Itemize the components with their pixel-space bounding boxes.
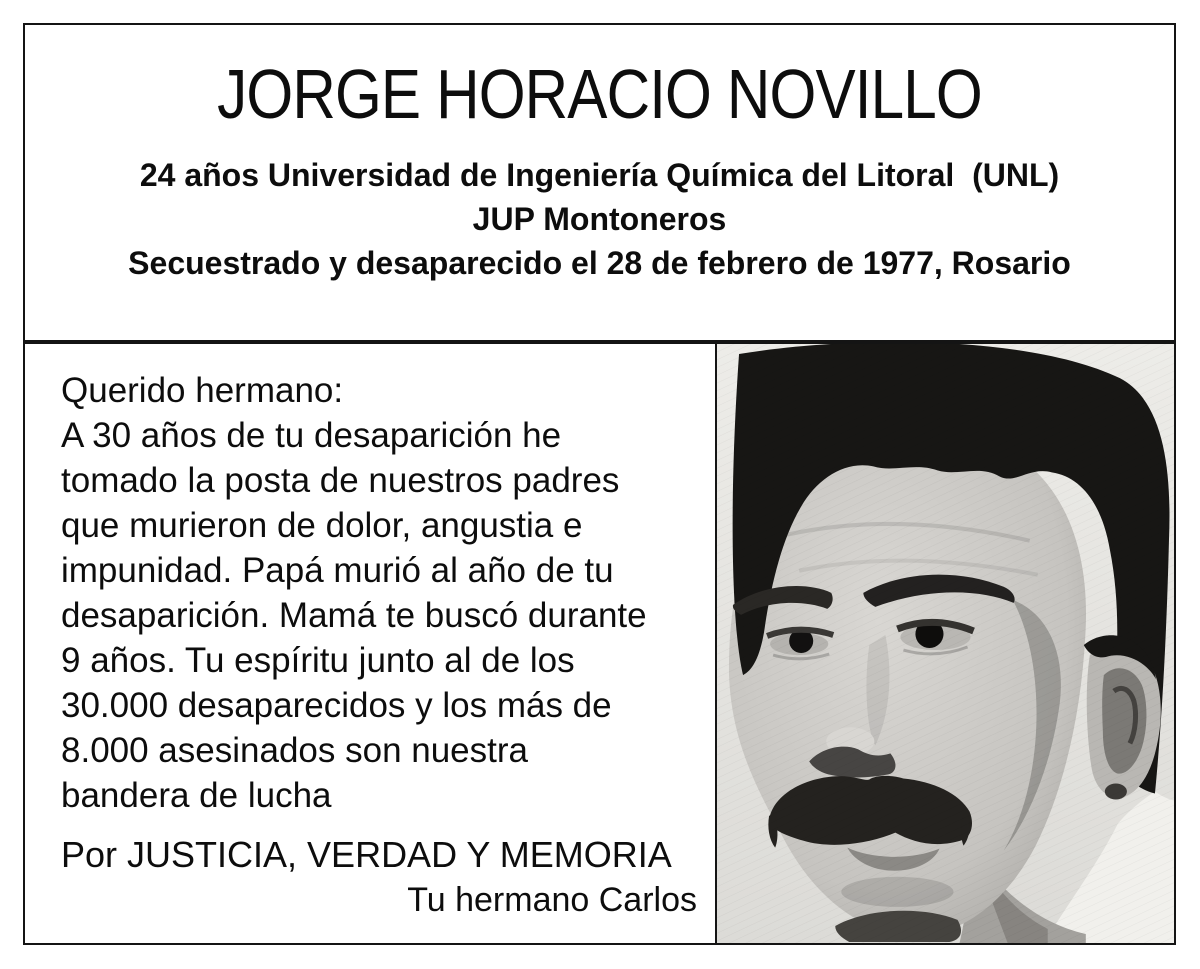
letter-line: 30.000 desaparecidos y los más de (61, 686, 612, 725)
letter-line: tomado la posta de nuestros padres (61, 461, 620, 500)
letter-line: 9 años. Tu espíritu junto al de los (61, 641, 575, 680)
letter-box (23, 342, 1176, 945)
victim-name-title: JORGE HORACIO NOVILLO (217, 55, 982, 133)
letter-line: desaparición. Mamá te buscó durante (61, 596, 647, 635)
portrait-photo (715, 344, 1174, 943)
header-box (23, 23, 1176, 342)
letter-line: Querido hermano: (61, 371, 344, 410)
victim-detail-line: JUP Montoneros (472, 201, 727, 237)
victim-details (25, 153, 1174, 285)
portrait-photo-illustration (717, 344, 1174, 943)
letter-line: A 30 años de tu desaparición he (61, 416, 562, 455)
letter-line: 8.000 asesinados son nuestra (61, 731, 528, 770)
slogan-line: Por JUSTICIA, VERDAD Y MEMORIA (61, 834, 672, 875)
letter-body (61, 368, 701, 818)
signature-line: Tu hermano Carlos (407, 881, 697, 919)
letter-line: impunidad. Papá murió al año de tu (61, 551, 614, 590)
photo-grain (717, 344, 1174, 943)
letter-line: bandera de lucha (61, 776, 332, 815)
victim-detail-line: Secuestrado y desaparecido el 28 de febrero de 1977, Rosario (128, 245, 1071, 281)
victim-detail-line: 24 años Universidad de Ingeniería Química del Litoral (UNL) (139, 157, 1060, 193)
letter-text (61, 368, 701, 922)
letter-line: que murieron de dolor, angustia e (61, 506, 583, 545)
